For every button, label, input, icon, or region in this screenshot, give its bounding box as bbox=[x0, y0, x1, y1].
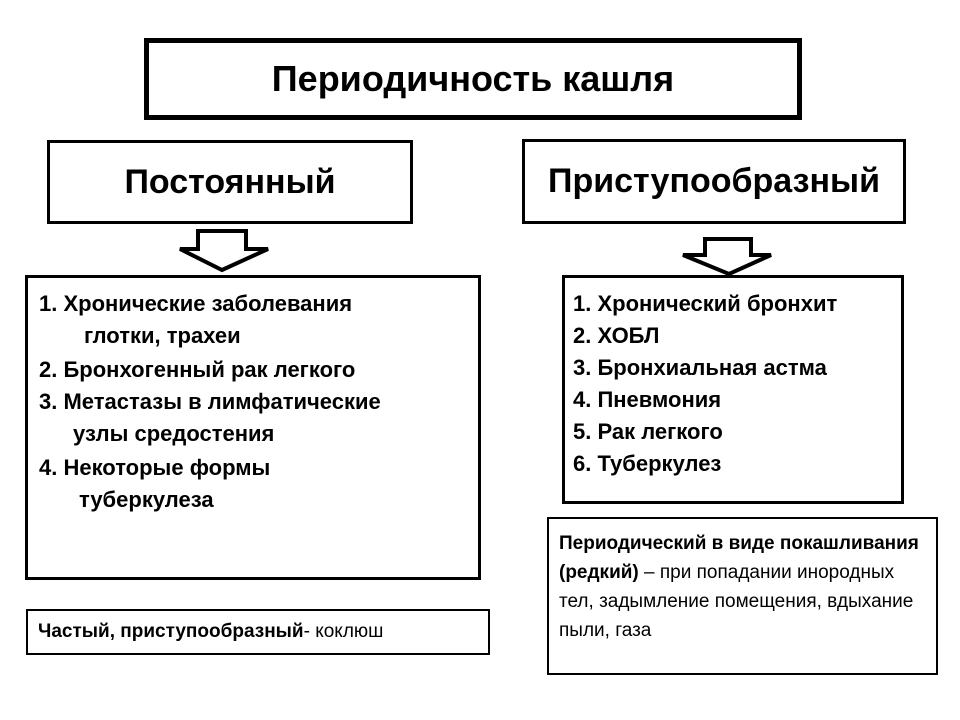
note-bold-text: Периодический в виде покашливания (редкий) bbox=[559, 533, 919, 583]
list-item: 4. Пневмония bbox=[573, 387, 722, 412]
list-item-continuation: узлы средостения bbox=[73, 421, 275, 446]
frequent-cough-note bbox=[26, 609, 490, 655]
left-down-arrow-icon bbox=[176, 228, 276, 274]
list-item: 1. Хронический бронхит bbox=[573, 291, 838, 316]
list-item-continuation: глотки, трахеи bbox=[84, 323, 241, 348]
list-item: 2. Бронхогенный рак легкого bbox=[39, 357, 356, 382]
paroxysmal-heading: Приступообразный bbox=[548, 162, 880, 200]
list-item: 3. Метастазы в лимфатические bbox=[39, 389, 381, 414]
note-text: – при попадании инородных тел, задымление помещения, вдыхание пыли, газа bbox=[559, 562, 914, 641]
list-item: 3. Бронхиальная астма bbox=[573, 355, 827, 380]
constant-heading-box bbox=[47, 140, 413, 224]
constant-heading: Постоянный bbox=[124, 162, 336, 201]
note-bold-text: Частый, приступообразный bbox=[38, 621, 304, 642]
list-item: 5. Рак легкого bbox=[573, 419, 723, 444]
list-item: 1. Хронические заболевания bbox=[39, 291, 353, 316]
constant-causes-list bbox=[25, 275, 481, 580]
diagram-title-box bbox=[144, 38, 802, 120]
right-down-arrow-icon bbox=[677, 236, 777, 278]
list-item: 6. Туберкулез bbox=[573, 451, 722, 476]
list-item-continuation: туберкулеза bbox=[79, 487, 214, 512]
paroxysmal-causes-list bbox=[562, 275, 904, 504]
diagram-title: Периодичность кашля bbox=[271, 58, 675, 99]
paroxysmal-heading-box bbox=[522, 139, 906, 224]
list-item: 2. ХОБЛ bbox=[573, 323, 660, 348]
note-text: - коклюш bbox=[303, 621, 384, 642]
list-item: 4. Некоторые формы bbox=[39, 455, 271, 480]
periodic-cough-note bbox=[547, 517, 938, 675]
